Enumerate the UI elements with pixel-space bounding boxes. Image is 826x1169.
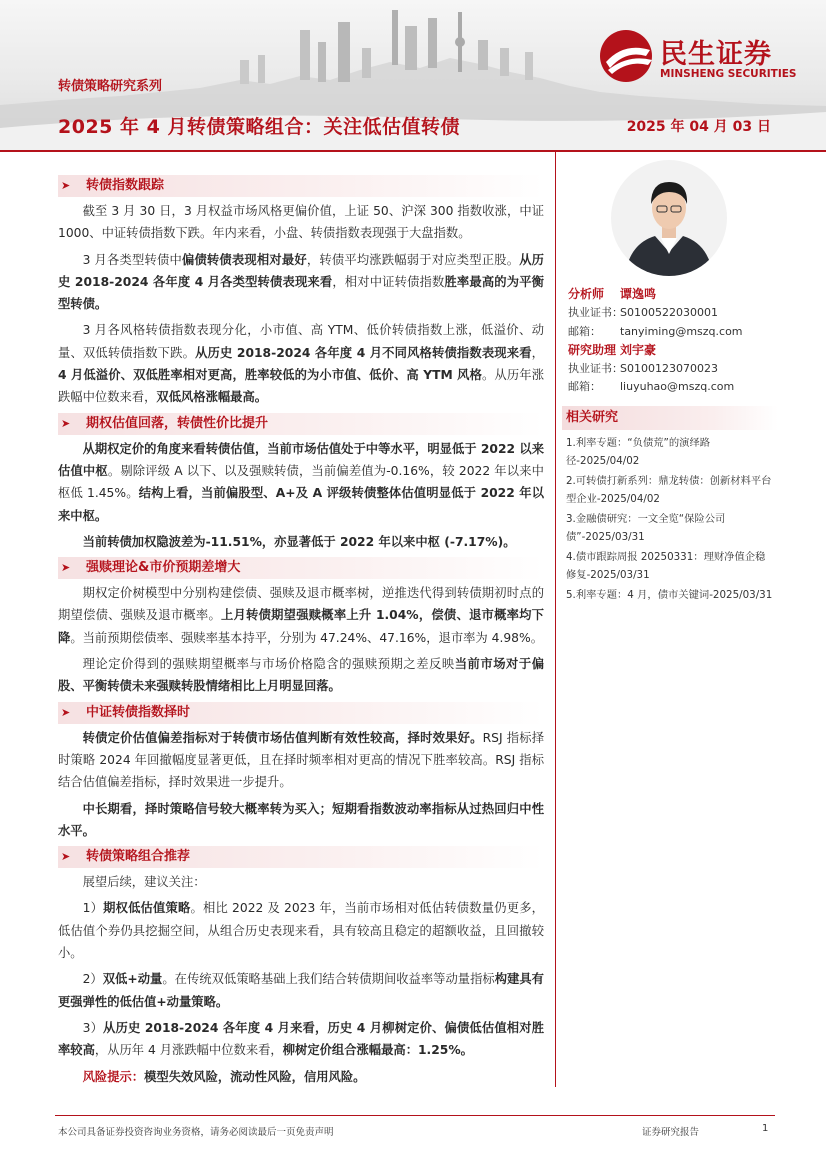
paragraph: 3 月各类型转债中偏债转债表现相对最好，转债平均涨跌幅弱于对应类型正股。从历史 2018-2024 各年度 4 月各类型转债表现来看，相对中证转债指数胜率最高的为平衡型转债。: [58, 252, 544, 312]
related-item[interactable]: 1.利率专题：“负债荒”的演绎路径-2025/04/02: [566, 437, 711, 467]
related-item[interactable]: 5.利率专题：4 月，债市关键词-2025/03/31: [566, 589, 773, 601]
report-series: 转债策略研究系列: [58, 79, 163, 94]
paragraph: 从期权定价的角度来看转债估值，当前市场估值处于中等水平，明显低于 2022 以来估值中枢。剔除评级 A 以下、以及强赎转债，当前偏差值为-0.16%，较 2022 年以来中枢低 1.45%。结构上看，当前偏股型、A+及 A 评级转债整体估值明显低于 2022 年以来中枢。: [58, 441, 544, 523]
report-title: 2025 年 4 月转债策略组合：关注低估值转债: [58, 116, 460, 138]
paragraph: 截至 3 月 30 日，3 月权益市场风格更偏价值，上证 50、沪深 300 指数收涨，中证 1000、中证转债指数下跌。年内来看，小盘、转债指数表现强于大盘指数。: [58, 204, 544, 241]
column-divider: [555, 152, 556, 1087]
header-divider: [0, 150, 826, 152]
analyst-avatar-icon: [611, 160, 727, 276]
paragraph: 中长期看，择时策略信号较大概率转为买入；短期看指数波动率指标从过热回归中性水平。: [58, 801, 544, 838]
footer-divider: [55, 1115, 775, 1116]
page-number: 1: [762, 1123, 769, 1134]
section-heading: ➤ 中证转债指数择时: [58, 702, 544, 724]
analyst-photo: [611, 160, 727, 276]
analyst-info: [568, 285, 798, 397]
company-logo: [598, 28, 808, 84]
paragraph: 3 月各风格转债指数表现分化，小市值、高 YTM、低价转债指数上涨，低溢价、动量、双低转债指数下跌。从历史 2018-2024 各年度 4 月不同风格转债指数表现来看，4 月低溢价、双低胜率相对更高，胜率较低的为小市值、低价、高 YTM 风格。从历年涨跌幅中位数来看，双低风格涨幅最高。: [58, 323, 544, 405]
logo-text-en: MINSHENG SECURITIES: [660, 68, 797, 80]
analyst-row: 分析师 谭逸鸣: [568, 287, 657, 301]
analyst-email: 邮箱： tanyiming@mszq.com: [568, 324, 743, 338]
main-content: [58, 172, 544, 1088]
paragraph: 当前转债加权隐波差为-11.51%，亦显著低于 2022 年以来中枢 (-7.17%)。: [82, 534, 516, 549]
related-research: [562, 406, 778, 606]
paragraph: 期权定价树模型中分别构建偿债、强赎及退市概率树，逆推迭代得到转债期初时点的期望偿债、强赎及退市概率。上月转债期望强赎概率上升 1.04%，偿债、退市概率均下降。当前预期偿债率、强赎率基本持平，分别为 47.24%、47.16%，退市率为 4.98%。: [58, 586, 544, 645]
assistant-row: 研究助理 刘宇豪: [568, 342, 657, 357]
risk-warning: 风险提示：模型失效风险，流动性风险，信用风险。: [82, 1069, 366, 1084]
assistant-cert: 执业证书：S0100123070023: [568, 362, 718, 376]
section-heading: ➤ 期权估值回落，转债性价比提升: [58, 413, 544, 435]
footer-disclaimer: 本公司具备证券投资咨询业务资格，请务必阅读最后一页免责声明: [58, 1127, 334, 1138]
paragraph: 2）双低+动量。在传统双低策略基础上我们结合转债期间收益率等动量指标构建具有更强弹性的低估值+动量策略。: [58, 972, 544, 1009]
paragraph: 转债定价估值偏差指标对于转债市场估值判断有效性较高，择时效果好。RSJ 指标择时策略 2024 年回撤幅度显著更低，且在择时频率相对更高的情况下胜率较高。RSJ 指标结合估值偏差指标，择时效果进一步提升。: [58, 730, 544, 790]
section-heading: ➤ 转债指数跟踪: [58, 175, 544, 197]
paragraph: 展望后续，建议关注：: [82, 875, 206, 890]
section-heading: ➤ 转债策略组合推荐: [58, 846, 544, 868]
logo-text-cn: 民生证券: [660, 39, 772, 70]
related-item[interactable]: 4.债市跟踪周报 20250331：理财净值企稳修复-2025/03/31: [566, 551, 766, 581]
related-item[interactable]: 2.可转债打新系列：鼎龙转债：创新材料平台型企业-2025/04/02: [566, 475, 772, 505]
footer-report-type: 证券研究报告: [642, 1127, 700, 1138]
analyst-cert: 执业证书：S0100522030001: [568, 306, 718, 320]
related-item[interactable]: 3.金融债研究：一文全览“保险公司债”-2025/03/31: [566, 513, 726, 543]
section-heading: ➤ 强赎理论&市价预期差增大: [58, 557, 544, 579]
assistant-email: 邮箱： liuyuhao@mszq.com: [568, 380, 735, 394]
report-date: 2025 年 04 月 03 日: [626, 119, 771, 135]
report-header: [0, 0, 826, 152]
paragraph: 1）期权低估值策略。相比 2022 及 2023 年，当前市场相对低估转债数量仍更多，低估值个券仍具挖掘空间，从组合历史表现来看，具有较高且稳定的超额收益，且回撤较小。: [58, 901, 544, 961]
paragraph: 理论定价得到的强赎期望概率与市场价格隐含的强赎预期之差反映当前市场对于偏股、平衡转债未来强赎转股情绪相比上月明显回落。: [58, 657, 544, 694]
paragraph: 3）从历史 2018-2024 各年度 4 月来看，历史 4 月柳树定价、偏债低估值相对胜率较高，从历年 4 月涨跌幅中位数来看，柳树定价组合涨幅最高：1.25%。: [58, 1020, 544, 1058]
related-research-title: 相关研究: [562, 406, 778, 430]
logo-mark-icon: [598, 28, 658, 84]
related-research-list: [562, 430, 778, 604]
